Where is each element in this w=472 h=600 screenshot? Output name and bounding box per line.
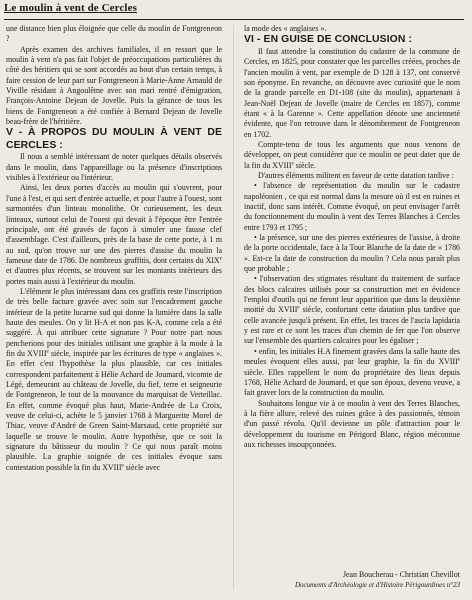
- column-divider: [233, 25, 234, 590]
- text-run: • l'observation des stigmates résultant du traitement de surface des blocs calcaires utilisés pour sa construction met en évidence l'emploi d'outils qui ne feront leur apparition que dans la deuxième moitié du XVIII: [244, 274, 460, 315]
- left-column: [6, 24, 222, 473]
- text-run: Ainsi, les deux portes d'accès au moulin qui s'ouvrent, pour l'une à l'est, et qui sert d'entrée actuelle, et pour l'autre à l'ouest, sont surmontées d'un linteau monolithe. Or curieusement, les deux linteaux, surtout celui de l'ouest qui devait à l'époque être l'entrée principale, ont été gravés de façon à simuler une fausse clef d'assemblage. C'est d'ailleurs, près de la base de cette porte, à 1 m au sud, qu'on trouve sur une des pierres d'assise du moulin la fameuse date de 1786. De nombreux graffitis, dont certains du XIX: [6, 183, 222, 265]
- paragraph: [6, 183, 222, 286]
- paragraph: Il nous a semblé intéressant de noter quelques détails observés dans le moulin, dans l'appareillage ou la présence d'inscriptions visibles à l'extérieur ou l'intérieur.: [6, 152, 222, 183]
- superscript: e: [46, 349, 49, 355]
- text-run: Compte-tenu de tous les arguments que nous venons de développer, on peut considérer que ce moulin ne peut dater que de la fin du XVIII: [244, 139, 460, 170]
- text-run: siècle, inspirée par les écritures de type « anglaises ». En effet c'est l'hypothèse la plus plausible, car ces initiales correspondent parfaitement à Hélie Achard de Joumard, vicomte de Légé, demeurant au château de Jovelle, du fief, terre et seigneurie de Fontgreneon, le tout de la mouvance du marquisat de Verteillac. En effet, comme évoqué plus haut, Marie-Andrée de La Croix, veuve de celui-ci, achète le 5 janvier 1768 à Marguerite Morel de Thiac, veuve d'André de Green Saint-Marsaud, cette propriété sur laquelle se trouve le moulin. Autre hypothèse, que ce soit la signature du bâtisseur du moulin ? Ce qui nous paraît moins plausible. La graphie soignée de ces initiales évoque sans contestation possible la fin du XVIII: [6, 348, 222, 472]
- paragraph: la mode des « anglaises ».: [244, 24, 327, 33]
- superscript: e: [297, 305, 300, 311]
- page-header: [4, 4, 464, 20]
- bullet-item: [244, 347, 460, 399]
- text-run: siècle.: [293, 160, 316, 170]
- text-run: siècle, confortant cette datation plus tardive que celle avancée jusqu'à présent. En effet, les traces de l'ascia lapidaria y est rare et ce sont les traces d'un chemin de fer que l'on observe sur l'ensemble des quartiers calcaires pour les égaliser ;: [244, 305, 460, 346]
- right-column: [244, 24, 460, 450]
- text-run: • enfin, les initiales H.A finement gravées dans la salle haute des meules évoquent elles aussi, par leur graphie, la fin du XVIII: [244, 346, 460, 367]
- section-heading-v: V - À PROPOS DU MOULIN À VENT DE CERCLES :: [6, 127, 222, 151]
- paragraph: Il faut attendre la constitution du cadastre de la commune de Cercles, en 1825, pour constater que les parcelles créées, proches de l'ancien moulin à vent, par exemple de D 128 à 137, ont conservé son éponyme. En revanche, on découvre avec curiosité que le nom de la grande parcelle en D1-108 (site du moulin), appartenant à Jean-Noël Dejean de Jovelle (maire de Cercles en 1857), comme étant « à la Garenne ». Cette appellation dénote une ancienneté évidente, que l'on retrouve dans le dénombrement de Fontgreneon en 1702.: [244, 46, 460, 139]
- bullet-item: • l'absence de représentation du moulin sur le cadastre napoléonien , ce qui est normal dans la mesure où il est en ruines et inactif, donc sans intérêt. Comme évoqué, on peut envisager l'arrêt du fonctionnement du moulin à vent des Terres Blanches à Cercles entre 1793 et 1795 ;: [244, 181, 460, 232]
- paragraph: [6, 287, 222, 473]
- page-title: Le moulin à vent de Cercles: [4, 2, 137, 14]
- superscript: e: [457, 357, 460, 363]
- superscript: e: [219, 256, 222, 262]
- superscript: e: [121, 463, 124, 469]
- paragraph: Après examen des archives familiales, il en ressort que le moulin à vent n'a pas fait l'objet de préoccupations particulières du côté des héritiers qui se sont accordés au bout d'un certain temps, à faire cession de leur part sur Fontgreneon à Marie-Anne Arnauld de Viville résidant à Angoulême avec son mari rentré d'émigration, François-Antoine Dejean de Jovelle. Puis la gérance de tous les biens de Fontgreneon a été confiée à Bernard Dejean de Jovelle beau-frère de l'héritière.: [6, 44, 222, 127]
- text-run: L'élément le plus intéressant dans ces graffitis reste l'inscription de très belle facture gravée avec soin sur l'encadrement gauche intérieur de la petite lucarne sud qui donne la lumière dans la salle haute des meules. On y lit H-A et non pas K-A, comme cela a été suggéré. À qui attribuer cette signature ? Pour notre part nous pencherions pour des initiales utilisant une graphie à la mode à la fin du XVIII: [6, 286, 222, 358]
- section-heading-vi: VI - EN GUISE DE CONCLUSION :: [244, 34, 413, 46]
- text-run: siècle. Elles rappellent le nom du propriétaire des lieux depuis 1768, Hélie Achard de Joumard, et que son époux, devenu veuve, a fait graver lors de la construction du moulin.: [244, 367, 460, 398]
- source-reference: Documents d'Archéologie et d'Histoire Périgourdines n°23: [294, 581, 460, 589]
- paragraph: [244, 140, 460, 171]
- superscript: e: [291, 161, 294, 166]
- bullet-item: • la présence, sur une des pierres extérieures de l'assise, à droite de la porte occidentale, face à la Tour Blanche de la date de « 1786 ». Est-ce la date de construction du moulin ? Cela nous paraît plus que probable ;: [244, 233, 460, 274]
- paragraph: D'autres éléments militent en faveur de cette datation tardive :: [258, 170, 454, 180]
- paragraph: une distance bien plus éloignée que celle du moulin de Fontgreneon ?: [6, 24, 222, 44]
- bullet-item: [244, 274, 460, 346]
- text-run: siècle avec: [123, 462, 161, 472]
- authors: Jean Boucherau - Christian Chevillot: [342, 570, 460, 579]
- paragraph: Souhaitons longue vie à ce moulin à vent des Terres Blanches, à la fière allure, relevé des ruines grâce à des passionnés, témoin d'un passé révolu. Qu'il devienne un pôle d'attraction pour le développement du tourisme en Périgord Blanc, région méconnue aux richesses insoupçonnées.: [244, 398, 460, 449]
- signature-block: [244, 570, 460, 590]
- text-run: et d'autres plus récents, se trouvent sur les montants intérieurs des portes mais aussi à l'extérieur du moulin.: [6, 266, 222, 286]
